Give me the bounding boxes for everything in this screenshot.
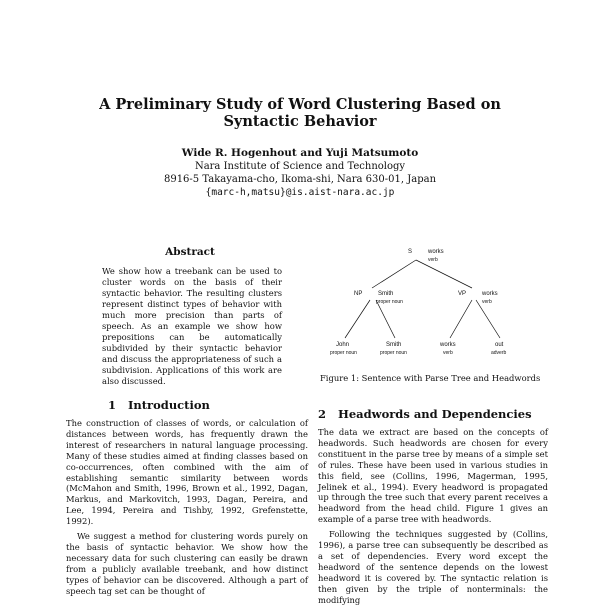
edge-vp-works (450, 300, 472, 338)
author-email: {marc-h,matsu}@is.aist-nara.ac.jp (205, 187, 395, 198)
edge-vp-out (476, 300, 500, 338)
paper-title: A Preliminary Study of Word Clustering Based on Syntactic Behavior (99, 96, 501, 130)
section1-heading (108, 398, 210, 412)
node-vp: VP (458, 291, 467, 297)
leaf-works-tag: verb (443, 350, 453, 356)
section2-number: 2 (318, 407, 327, 421)
node-s-head: works (428, 249, 444, 255)
leaf-works: works (440, 342, 456, 348)
section1-number: 1 (108, 398, 117, 412)
section1-body (66, 418, 308, 597)
leaf-smith: Smith (386, 342, 402, 348)
figure-caption: Figure 1: Sentence with Parse Tree and Headwords (320, 373, 541, 383)
section2-paragraph: Following the techniques suggested by (Collins, 1996), a parse tree can subsequently be described as a set of dependencies. Every word except the headword of the sentence depends on the lowest headword it is covered by. The syntactic relation is then given by the triple of nonterminals: the modifying (318, 529, 548, 605)
node-vp-head: works (482, 291, 498, 297)
node-np: NP (354, 291, 363, 297)
author-institution: Nara Institute of Science and Technology (194, 161, 406, 172)
leaf-john-tag: proper noun (330, 350, 357, 356)
section2-title: Headwords and Dependencies (338, 407, 532, 421)
section1-title: Introduction (128, 398, 210, 412)
node-s: S (408, 249, 413, 255)
author-names: Wide R. Hogenhout and Yuji Matsumoto (181, 147, 419, 159)
abstract-heading: Abstract (165, 246, 215, 258)
abstract-body: We show how a treebank can be used to cluster words on the basis of their syntactic behavior. The resulting clusters represent distinct types of behavior with much more precision than parts of speech. As an example we show how prepositions can be automatically subdivided by their syntactic behavior and discuss the appropriateness of such a subdivision. Applications of this work are also discussed. (102, 266, 282, 386)
leaf-john: John (336, 342, 350, 348)
author-address: 8916-5 Takayama-cho, Ikoma-shi, Nara 630-01, Japan (163, 174, 437, 185)
edge-np-john (345, 300, 370, 338)
section2-heading (318, 407, 532, 421)
edge-s-np (372, 260, 416, 288)
node-vp-sub: verb (482, 299, 492, 305)
author-block (120, 147, 480, 199)
section1-paragraph: The construction of classes of words, or calculation of distances between words, has frequently drawn the interest of researchers in natural language processing. Many of these studies aimed at finding classes based on co-occurrences, often combined with the aim of establishing semantic similarity between words (McMahon and Smith, 1996, Brown et al., 1992, Dagan, Markus, and Markovitch, 1993, Dagan, Pereira, and Lee, 1994, Pereira and Tishby, 1992, Grefenstette, 1992). (66, 418, 308, 527)
section2-paragraph: The data we extract are based on the concepts of headwords. Such headwords are chosen for every constituent in the parse tree by means of a simple set of rules. These have been used in various studies in this field, see (Collins, 1996, Magerman, 1995, Jelinek et al., 1994). Every headword is propagated up through the tree such that every parent receives a headword from the head child. Figure 1 gives an example of a parse tree with headwords. (318, 427, 548, 525)
node-np-head: Smith (378, 291, 394, 297)
section1-paragraph: We suggest a method for clustering words purely on the basis of syntactic behavior. We show how the necessary data for such clustering can easily be drawn from a publicly available treebank, and how distinct types of behavior can be discovered. Although a part of speech tag set can be thought of (66, 531, 308, 596)
leaf-smith-tag: proper noun (380, 350, 407, 356)
node-np-sub: proper noun (376, 299, 403, 305)
section2-body (318, 427, 548, 606)
leaf-out-tag: adverb (491, 350, 507, 356)
node-s-sub: verb (428, 257, 438, 263)
edge-np-smith (376, 300, 395, 338)
parse-tree-figure (300, 240, 550, 365)
edge-s-vp (416, 260, 472, 288)
leaf-out: out (495, 342, 504, 348)
